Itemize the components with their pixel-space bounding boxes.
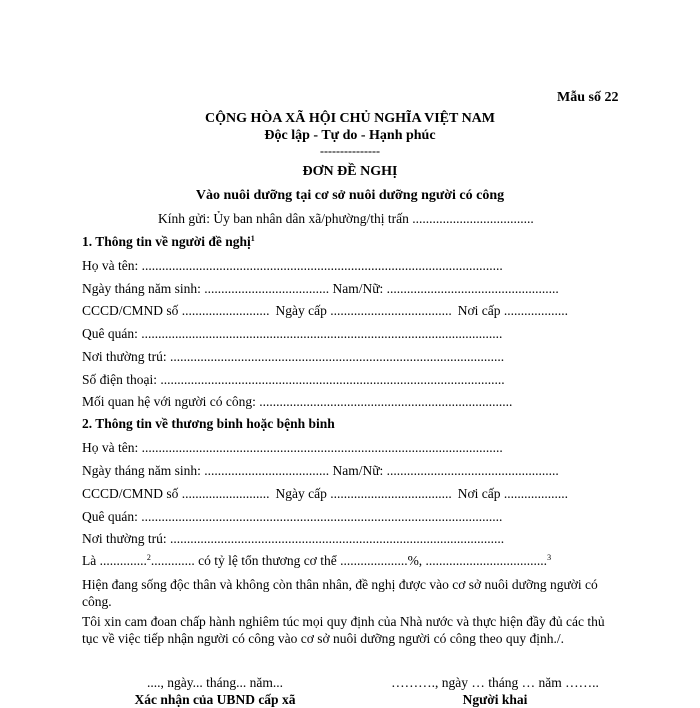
s2-hometown-field: Quê quán: ........................................................................................................... (82, 509, 503, 524)
s1-id-date: Ngày cấp .................................... (275, 303, 452, 318)
s2-id-date: Ngày cấp .................................... (275, 486, 452, 501)
signature-left-date: ...., ngày... tháng... năm... (147, 675, 283, 690)
s2-status-row: Là ..............$^2$............. có tỷ lệ tổn thương cơ thể ....................%, ....................................$^3$ (82, 553, 552, 568)
separator: --------------- (320, 144, 380, 158)
statement-single-status: Hiện đang sống độc thân và không còn thân nhân, đề nghị được vào cơ sở nuôi dưỡng người có công. (82, 577, 598, 609)
s1-name-field: Họ và tên: ........................................................................................................... (82, 258, 503, 273)
footnote-mark: 2 (146, 553, 151, 562)
signature-right-title: Người khai (462, 692, 528, 707)
s1-hometown-field: Quê quán: ........................................................................................................... (82, 326, 503, 341)
document-subtitle: Vào nuôi dưỡng tại cơ sở nuôi dưỡng người có công (195, 188, 505, 203)
s2-id-row (82, 486, 568, 502)
s1-id-row (82, 303, 568, 319)
s1-dob-field: Ngày tháng năm sinh: ..................................... Nam/Nữ: ................................................... (82, 281, 559, 296)
recipient-line: Kính gửi: Ủy ban nhân dân xã/phường/thị trấn .................................... (158, 211, 534, 226)
statement-commitment: Tôi xin cam đoan chấp hành nghiêm túc mọi quy định của Nhà nước và thực hiện đầy đủ các thủ tục về việc tiếp nhận người có công vào cơ sở nuôi dưỡng người có công theo quy định./. (82, 614, 605, 646)
footnote-mark: 3 (547, 553, 552, 562)
s1-id-place: Nơi cấp ................... (457, 303, 569, 318)
s1-phone-field: Số điện thoại: ...................................................................................................... (82, 372, 505, 387)
section1-heading: 1. Thông tin về người đề nghị$^1$ (82, 234, 255, 249)
s2-name-field: Họ và tên: ........................................................................................................... (82, 440, 503, 455)
s2-dob-field: Ngày tháng năm sinh: ..................................... Nam/Nữ: ................................................... (82, 463, 559, 478)
s1-id-number: CCCD/CMND số .......................... (82, 303, 270, 318)
republic-heading: CỘNG HÒA XÃ HỘI CHỦ NGHĨA VIỆT NAM (204, 111, 495, 126)
footnote-mark: 1 (250, 234, 255, 243)
motto: Độc lập - Tự do - Hạnh phúc (264, 128, 436, 143)
signature-left-title: Xác nhận của UBND cấp xã (134, 692, 296, 707)
form-code: Mẫu số 22 (557, 90, 619, 105)
s2-residence-field: Nơi thường trú: ................................................................................................... (82, 531, 505, 546)
s2-id-number: CCCD/CMND số .......................... (82, 486, 270, 501)
s1-residence-field: Nơi thường trú: ................................................................................................... (82, 349, 505, 364)
s2-id-place: Nơi cấp ................... (457, 486, 569, 501)
document-title: ĐƠN ĐỀ NGHỊ (302, 164, 398, 179)
signature-right-date: ………., ngày … tháng … năm …….. (391, 675, 599, 690)
section2-heading: 2. Thông tin về thương binh hoặc bệnh binh (82, 416, 335, 431)
s1-relationship-field: Mối quan hệ với người có công: ........................................................................... (82, 394, 513, 409)
